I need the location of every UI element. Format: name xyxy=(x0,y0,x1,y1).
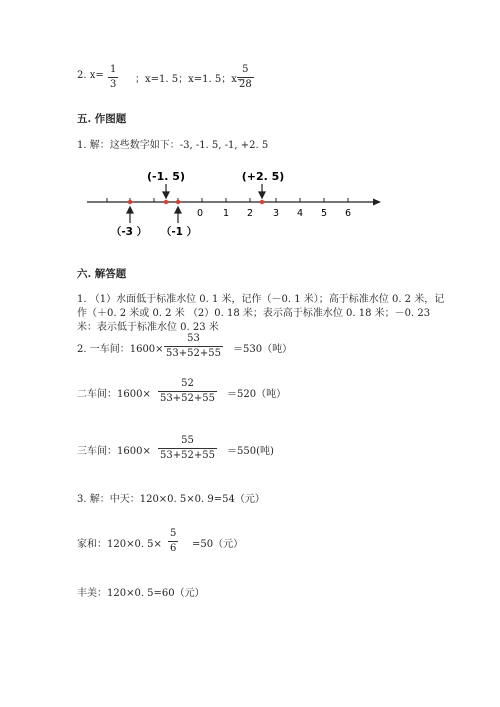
tick-label-4: 4 xyxy=(296,208,304,219)
row4-text: 3. 解：中天：120×0. 5×0. 9=54（元） xyxy=(77,494,265,505)
row1-den: 53+52+55 xyxy=(166,348,221,359)
q2-frac1-num: 1 xyxy=(110,64,117,75)
row1-fraction xyxy=(164,333,223,360)
row3-den: 53+52+55 xyxy=(160,450,215,461)
row2-num: 52 xyxy=(181,378,194,389)
label-neg1: （-1 ） xyxy=(160,226,198,238)
tick-label-6: 6 xyxy=(344,208,352,219)
section6-p1-line2: 作（＋0. 2 米或 0. 2 米 （2）0. 18 米；表示高于标准水位 0. 18 米；－0. 23 xyxy=(77,308,431,319)
row3-fraction xyxy=(158,435,217,462)
q2-frac2-den: 28 xyxy=(239,79,252,90)
label-neg1-5: (-1. 5) xyxy=(147,170,185,183)
row1-prefix: 2. 一车间：1600× xyxy=(77,344,164,355)
axis-arrow-icon xyxy=(373,199,381,206)
row1-suffix: ＝530（吨） xyxy=(233,344,293,355)
section6-title: 六. 解答题 xyxy=(77,268,127,280)
row2-prefix: 二车间：1600× xyxy=(77,389,151,400)
row6-text: 丰美：120×0. 5=60（元） xyxy=(77,588,205,599)
label-pos2-5: (+2. 5) xyxy=(241,170,285,183)
row3-num: 55 xyxy=(181,435,194,446)
row5-prefix: 家和：120×0. 5× xyxy=(77,539,162,550)
section5-title: 五. 作图题 xyxy=(77,113,127,125)
row2-fraction xyxy=(158,378,217,405)
tick-label-1: 1 xyxy=(222,208,230,219)
tick-label-5: 5 xyxy=(320,208,328,219)
q2-middle: ；x=1. 5；x=1. 5；x= xyxy=(135,74,246,85)
fraction-bar xyxy=(108,77,118,78)
tick-label-2: 2 xyxy=(246,208,254,219)
arrow-head-icon xyxy=(259,192,265,198)
arrow-head-icon xyxy=(175,207,181,213)
point-neg3 xyxy=(128,200,132,204)
q2-fraction-1 xyxy=(108,64,118,91)
section6-p1-line3: 米：表示低于标准水位 0. 23 米 xyxy=(77,322,219,333)
fraction-bar xyxy=(158,448,217,449)
q2-frac2-num: 5 xyxy=(242,64,249,75)
section6-p1-line1: 1. （1）水面低于标准水位 0. 1 米，记作（－0. 1 米）；高于标准水位 0. 2 米，记 xyxy=(77,294,445,305)
fraction-bar xyxy=(158,391,217,392)
row1-num: 53 xyxy=(187,333,200,344)
arrow-head-icon xyxy=(163,192,169,198)
q2-frac1-den: 3 xyxy=(110,79,117,90)
row3-suffix: ＝550(吨) xyxy=(227,446,274,457)
fraction-bar xyxy=(164,346,223,347)
row2-den: 53+52+55 xyxy=(160,393,215,404)
tick-label-3: 3 xyxy=(272,208,280,219)
point-neg1-5 xyxy=(164,200,168,204)
section5-line1: 1. 解：这些数字如下：-3, -1. 5, -1, +2. 5 xyxy=(77,140,269,151)
row2-suffix: ＝520（吨） xyxy=(227,389,287,400)
row5-num: 5 xyxy=(170,528,177,539)
fraction-bar xyxy=(237,77,254,78)
fraction-bar xyxy=(168,541,178,542)
point-neg1 xyxy=(176,200,180,204)
tick-label-0: 0 xyxy=(196,208,204,219)
q2-fraction-2 xyxy=(237,64,254,91)
arrow-head-icon xyxy=(127,207,133,213)
label-neg3: （-3 ） xyxy=(110,226,148,238)
row5-fraction xyxy=(168,528,178,555)
row3-prefix: 三车间：1600× xyxy=(77,446,151,457)
q2-prefix: 2. x= xyxy=(77,70,104,81)
number-line-diagram xyxy=(77,160,397,250)
row5-suffix: =50（元） xyxy=(192,539,244,550)
row5-den: 6 xyxy=(170,543,177,554)
point-pos2-5 xyxy=(260,200,264,204)
